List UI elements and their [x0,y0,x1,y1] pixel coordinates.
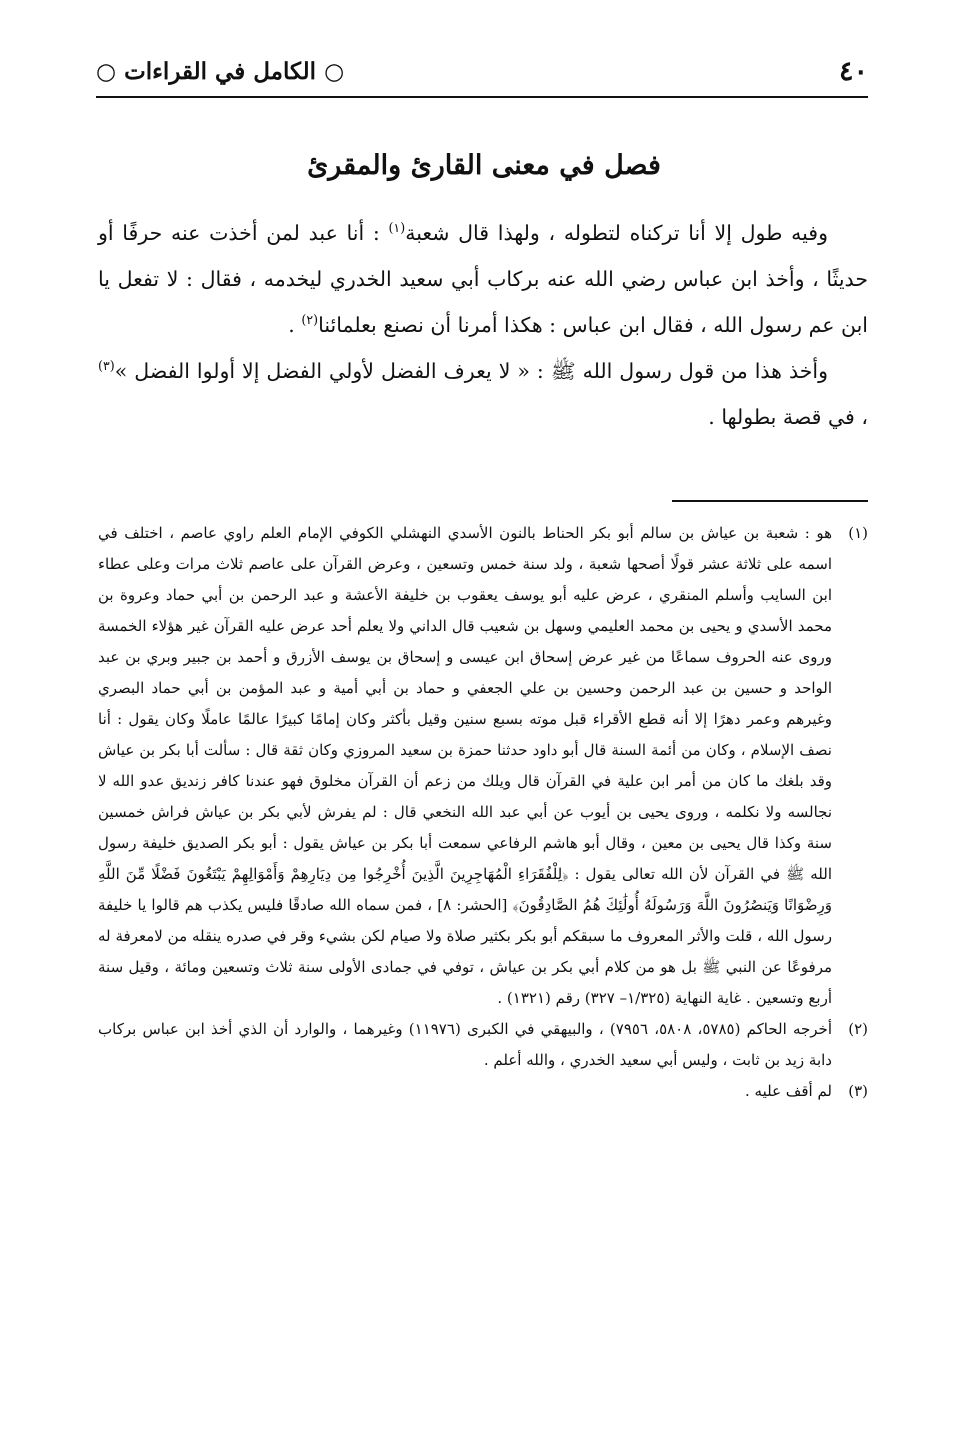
paragraph-1-part-1: وفيه طول إلا أنا تركناه لتطوله ، ولهذا قال شعبة [405,221,829,245]
paragraph-1-end: . [288,313,302,337]
paragraph-2 [98,348,868,440]
page-header [96,52,868,98]
footnote-2 [98,1014,868,1076]
footnote-2-number: (٢) [848,1020,868,1038]
footnote-ref-3[interactable]: (٣) [98,358,115,374]
running-head: ○ الكامل في القراءات ○ [96,58,345,85]
footnote-ref-1[interactable]: (١) [388,220,406,236]
paragraph-1 [98,210,868,348]
paragraph-1-part-2: : أنا عبد لمن أخذت عنه حرفًا أو حديثًا ، وأخذ ابن عباس رضي الله عنه بركاب أبي سعيد الخدري ليخدمه ، فقال : لا تفعل يا ابن عم رسول الله ، فقال ابن عباس : هكذا أمرنا أن نصنع بعلمائنا [98,221,868,337]
page-number: ٤٠ [838,56,868,87]
footnote-ref-2[interactable]: (٢) [301,312,319,328]
footnote-2-text: أخرجه الحاكم (٥٧٨٥، ٥٨٠٨، ٧٩٥٦) ، والبيهقي في الكبرى (١١٩٧٦) وغيرهما ، والوارد أن الذي أخذ ابن عباس بركاب دابة زيد بن ثابت ، وليس أبي سعيد الخدري ، والله أعلم . [98,1020,832,1069]
paragraph-2-part-1: وأخذ هذا من قول رسول الله ﷺ : « لا يعرف الفضل لأولي الفضل إلا أولوا الفضل » [114,359,828,383]
section-title: فصل في معنى القارئ والمقرئ [307,150,661,181]
footnote-1 [98,518,868,1014]
footnote-3-text: لم أقف عليه . [745,1082,832,1100]
main-text [98,210,868,440]
footnote-3 [98,1076,868,1107]
paragraph-2-part-2: ، في قصة بطولها . [708,405,868,429]
footnote-3-number: (٣) [848,1082,868,1100]
footnote-divider [672,500,868,502]
footnote-1-text: هو : شعبة بن عياش بن سالم أبو بكر الحناط بالنون الأسدي النهشلي الكوفي الإمام العلم راوي عاصم ، اختلف في اسمه على ثلاثة عشر قولًا أصحها شعبة ، ولد سنة خمس وتسعين ، وعرض القرآن على عاصم ثلاث مرات وعلى عطاء ابن السايب وأسلم المنقري ، عرض عليه أبو يوسف يعقوب بن خليفة الأعشة و عبد الرحمن بن أبي حماد وعروة بن محمد الأسدي و يحيى بن محمد العليمي وسهل بن شعيب قال الداني ولا يعلم أحد عرض عليه القرآن غير هؤلاء الخمسة وروى عنه الحروف سماعًا من غير عرض إسحاق ابن عيسى و إسحاق بن يوسف الأزرق و أحمد بن جبير وبري بن عبد الواحد و حسين بن عبد الرحمن وحسين بن علي الجعفي و حماد بن أبي أمية و عبد المؤمن بن أبي حماد البصري وغيرهم وعمر دهرًا إلا أنه قطع الأقراء قبل موته بسبع سنين وقيل بأكثر وكان إمامًا كبيرًا عالمًا عاملًا وكان يقول : أنا نصف الإسلام ، وكان من أئمة السنة قال أبو داود حدثنا حمزة بن سعيد المروزي وكان ثقة قال : سألت أبا بكر بن عياش وقد بلغك ما كان من أمر ابن علية في القرآن قال ويلك من زعم أن القرآن مخلوق فهو عندنا كافر زنديق عدو الله لا نجالسه ولا نكلمه ، وروى يحيى بن أيوب عن أبي عبد الله النخعي قال : لم يفرش لأبي بكر بن عياش فراش خمسين سنة وكذا قال يحيى بن معين ، وقال أبو هاشم الرفاعي سمعت أبا بكر بن عياش يقول : أبو بكر الصديق خليفة رسول الله ﷺ في القرآن لأن الله تعالى يقول : ﴿لِلْفُقَرَاءِ الْمُهَاجِرِينَ الَّذِينَ أُخْرِجُوا مِن دِيَارِهِمْ وَأَمْوَالِهِمْ يَبْتَغُونَ فَضْلًا مِّنَ اللَّهِ وَرِضْوَانًا وَيَنصُرُونَ اللَّهَ وَرَسُولَهُ أُولَٰئِكَ هُمُ الصَّادِقُونَ﴾ [الحشر: ٨] ، فمن سماه الله صادقًا فليس يكذب هم قالوا يا خليفة رسول الله ، قلت والأثر المعروف ما سبقكم أبو بكر بكثير صلاة ولا صيام لكن بشيء وقر في صدره ينقله من لامعرفة له مرفوعًا عن النبي ﷺ بل هو من كلام أبي بكر بن عياش ، توفي في جمادى الأولى سنة ثلاث وتسعين ومائة ، وقيل سنة أربع وتسعين . غاية النهاية (١/٣٢٥– ٣٢٧) رقم (١٣٢١) . [98,524,833,1007]
footnotes [98,518,868,1107]
footnote-1-number: (١) [848,524,868,542]
